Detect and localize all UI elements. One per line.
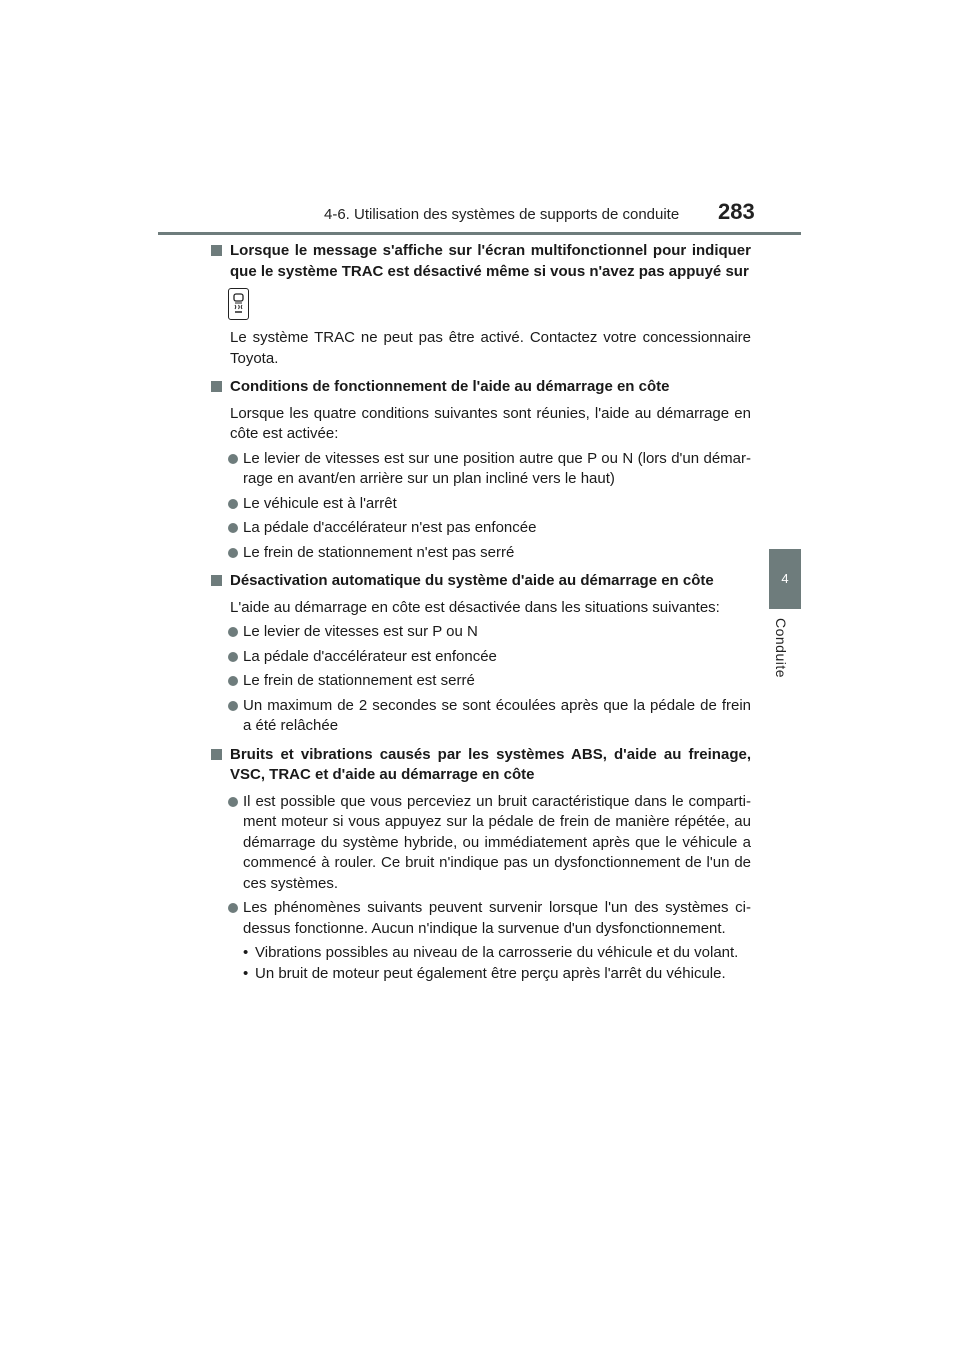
circle-bullet-icon	[228, 548, 238, 558]
circle-bullet-icon	[228, 797, 238, 807]
circle-bullet-icon	[228, 523, 238, 533]
header-section-title: 4-6. Utilisation des systèmes de supports de conduite	[324, 206, 680, 223]
vsc-off-switch-icon	[228, 288, 249, 320]
section-text: Le système TRAC ne peut pas être activé. Contactez votre concessionnaire Toyota.	[230, 329, 751, 367]
section-text: L'aide au démarrage en côte est désactivée dans les situations suivantes:	[230, 598, 720, 616]
square-bullet-icon	[211, 575, 222, 586]
circle-bullet-icon	[228, 627, 238, 637]
chapter-tab: 4	[769, 549, 801, 609]
list-item: Il est possible que vous perceviez un bruit caractéristique dans le comparti-ment moteur si vous appuyez sur la pédale de frein de manière répétée, au démarrage du système hybride, ou immédiatement après que le véhicule a commencé à rouler. Ce bruit n'indique pas un dysfonctionnement de l'un de ces systèmes.	[211, 792, 751, 895]
circle-bullet-icon	[228, 454, 238, 464]
list-item: La pédale d'accélérateur n'est pas enfoncée	[211, 518, 751, 539]
section-title: Désactivation automatique du système d'aide au démarrage en côte	[211, 571, 751, 592]
sub-list-item: • Vibrations possibles au niveau de la carrosserie du véhicule et du volant.	[211, 943, 751, 964]
list-item: Le frein de stationnement est serré	[211, 671, 751, 692]
list-item: Les phénomènes suivants peuvent survenir lorsque l'un des systèmes ci-dessus fonctionne. Aucun n'indique la survenue d'un dysfonctionnement.	[211, 898, 751, 939]
sub-list-item: • Un bruit de moteur peut également être perçu après l'arrêt du véhicule.	[211, 964, 751, 985]
list-item: Le levier de vitesses est sur une position autre que P ou N (lors d'un démar-rage en avant/en arrière sur un plan incliné vers le haut)	[211, 449, 751, 490]
circle-bullet-icon	[228, 499, 238, 509]
section-title: Lorsque le message s'affiche sur l'écran multifonctionnel pour indiquer que le système TRAC est désactivé même si vous n'avez pas appuyé sur	[211, 241, 751, 282]
sub-bullet-marker: •	[243, 944, 249, 961]
section-title: Conditions de fonctionnement de l'aide au démarrage en côte	[211, 377, 751, 398]
section-title: Bruits et vibrations causés par les systèmes ABS, d'aide au freinage, VSC, TRAC et d'aide au démarrage en côte	[211, 745, 751, 786]
circle-bullet-icon	[228, 701, 238, 711]
list-item: Le frein de stationnement n'est pas serré	[211, 543, 751, 564]
circle-bullet-icon	[228, 652, 238, 662]
header-divider	[158, 232, 801, 235]
list-item: Le véhicule est à l'arrêt	[211, 494, 751, 515]
page-content	[211, 241, 751, 984]
circle-bullet-icon	[228, 676, 238, 686]
circle-bullet-icon	[228, 903, 238, 913]
list-item: La pédale d'accélérateur est enfoncée	[211, 647, 751, 668]
square-bullet-icon	[211, 381, 222, 392]
square-bullet-icon	[211, 245, 222, 256]
page-number: 283	[718, 199, 755, 224]
section-text: Lorsque les quatre conditions suivantes sont réunies, l'aide au démarrage en côte est activée:	[230, 404, 751, 442]
chapter-label: Conduite	[773, 618, 789, 679]
list-item: Le levier de vitesses est sur P ou N	[211, 622, 751, 643]
list-item: Un maximum de 2 secondes se sont écoulées après que la pédale de frein a été relâchée	[211, 696, 751, 737]
sub-bullet-marker: •	[243, 964, 249, 982]
square-bullet-icon	[211, 749, 222, 760]
